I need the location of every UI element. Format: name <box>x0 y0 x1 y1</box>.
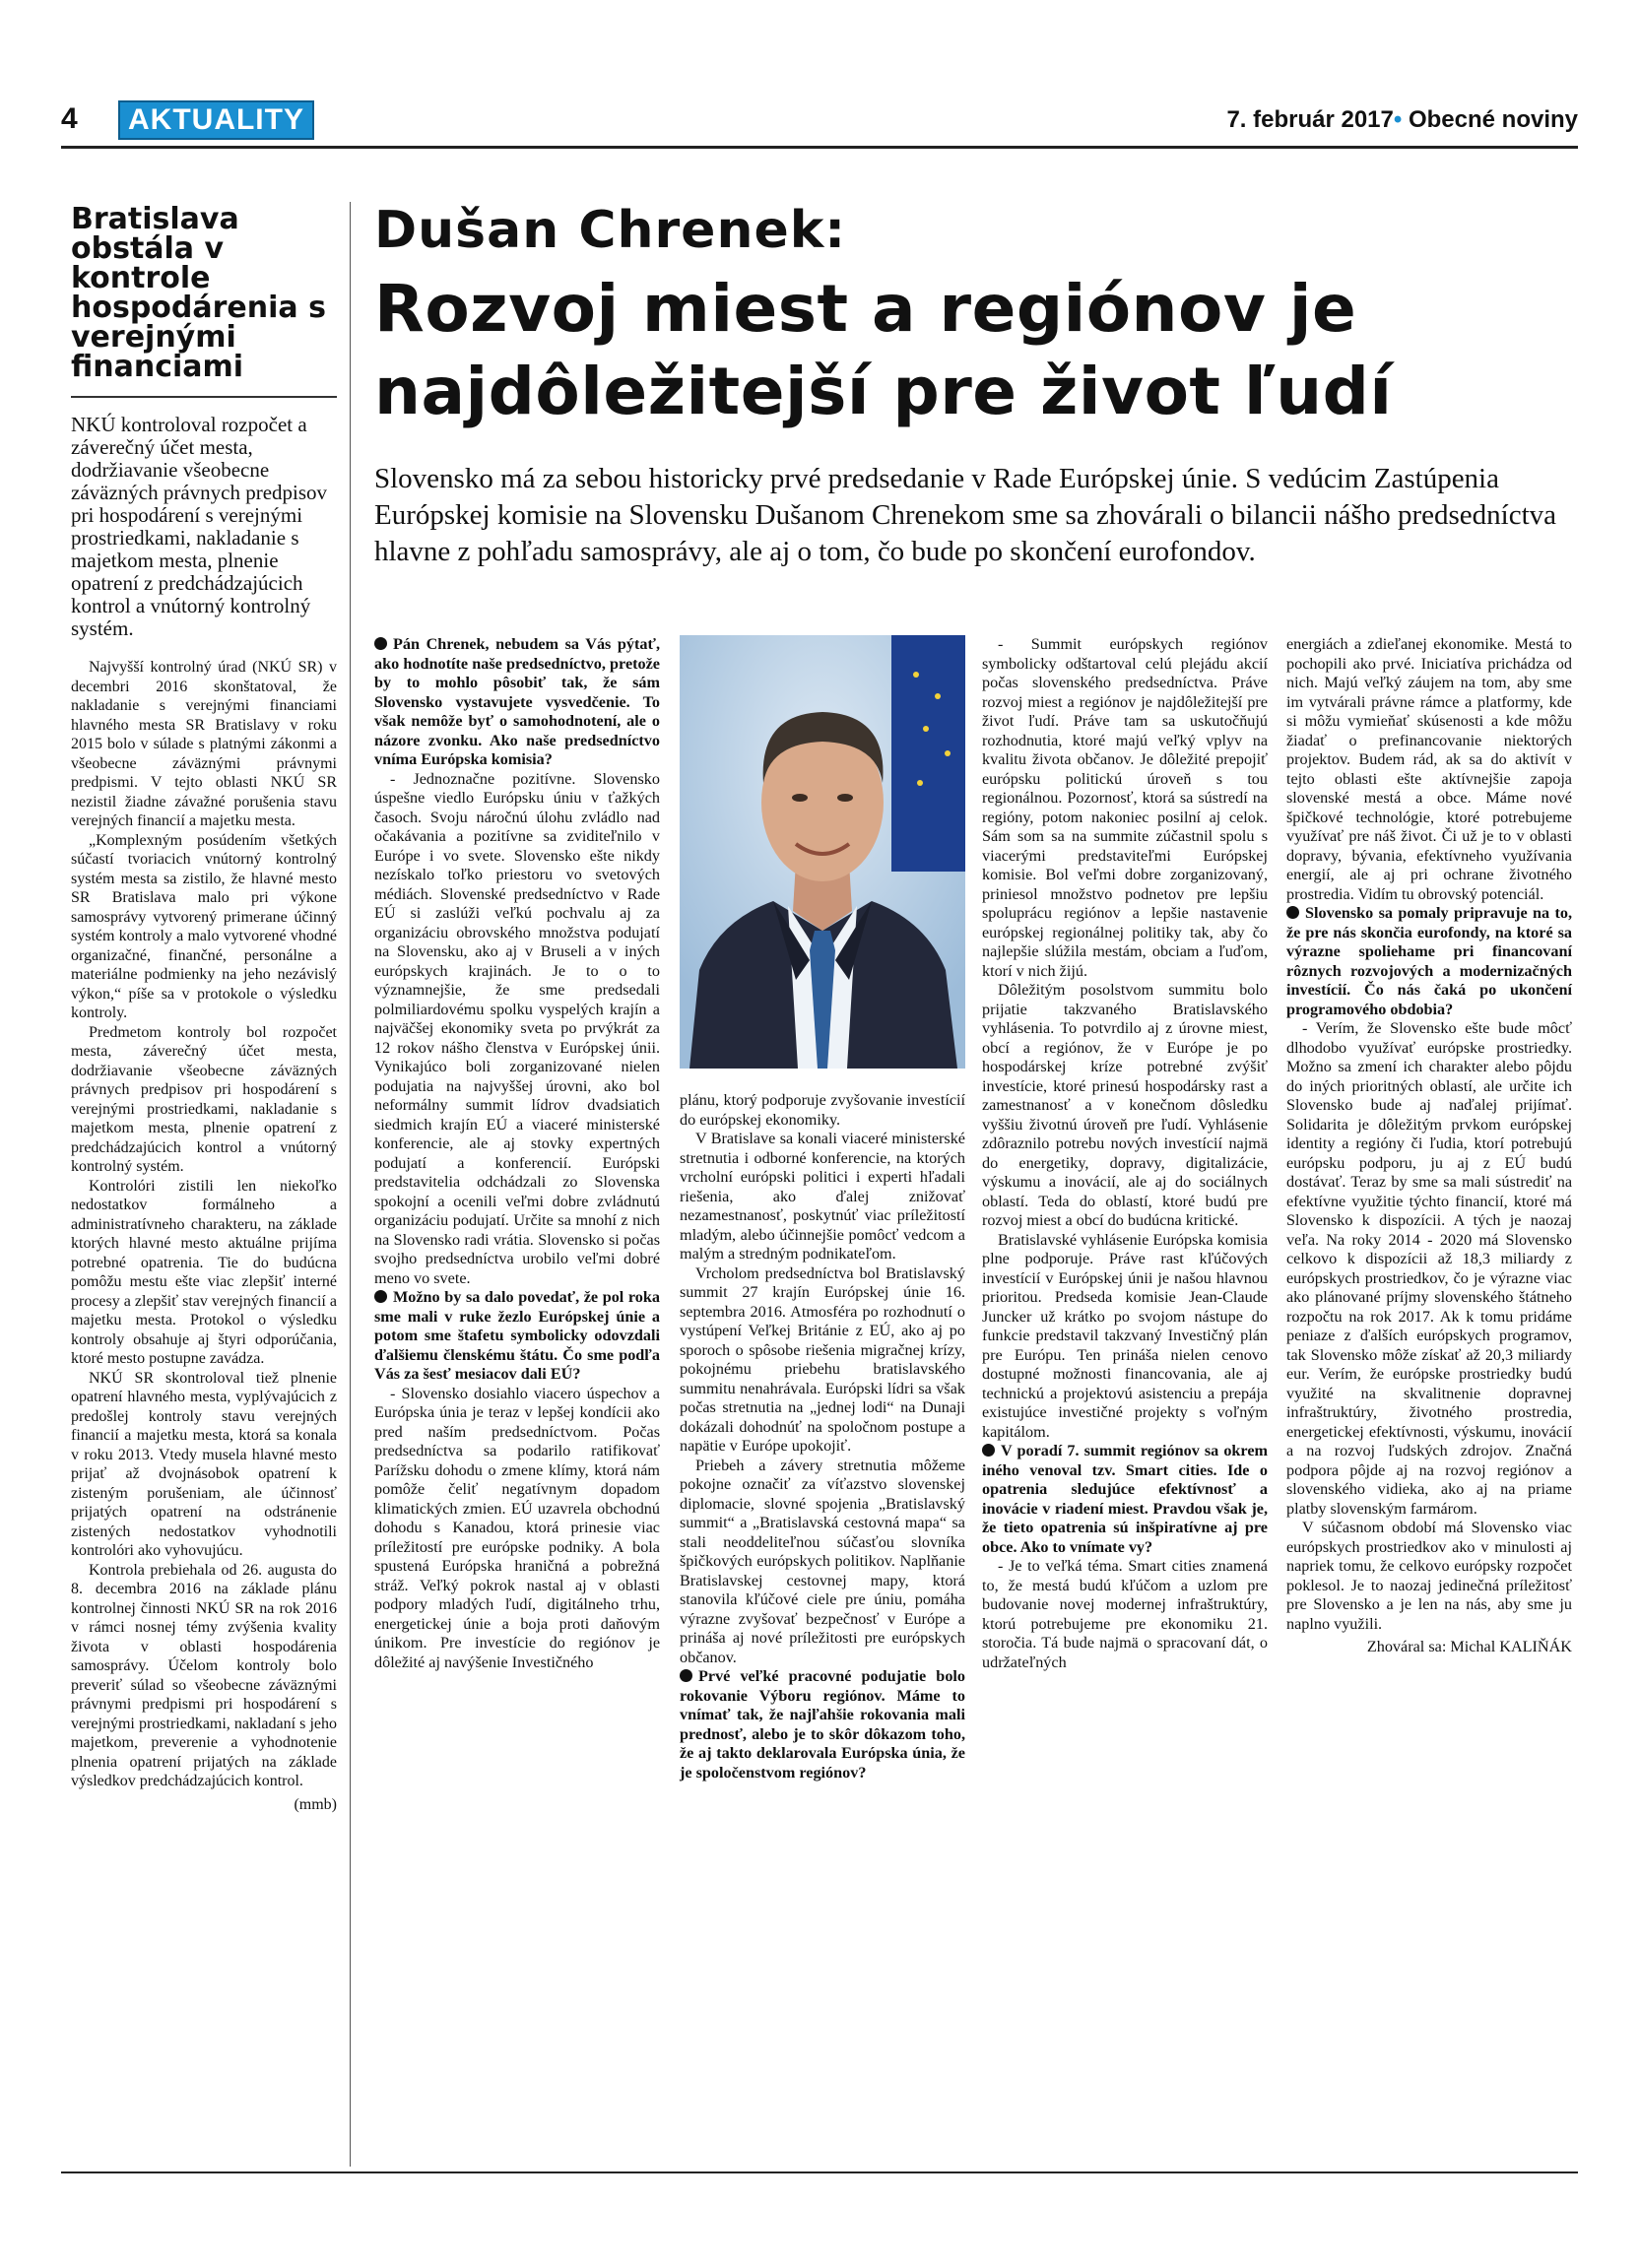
top-rule <box>61 146 1578 149</box>
sidebar-body <box>71 658 337 1814</box>
question <box>374 635 660 770</box>
separator-dot: • <box>1393 106 1409 133</box>
sidebar-title: Bratislava obstála v kontrole hospodárenia s verejnými financiami <box>71 202 326 384</box>
sidebar-lead: NKÚ kontroloval rozpočet a záverečný účet mesta, dodržiavanie všeobecne záväzných právnych predpisov pri hospodárení s verejnými prostriedkami, nakladanie s majetkom mesta, plnenie opatrení z predchádzajúcich kontrol a vnútorný kontrolný systém. <box>71 413 328 640</box>
masthead <box>61 97 1578 151</box>
paragraph: Priebeh a závery stretnutia môžeme pokojne označiť za víťazstvo slovenskej diplomacie, slovné spojenia „Bratislavský summit“ a „Bratislavská cestovná mapa“ sa stali neoddeliteľnou súčasťou slovníka špičkových európskych politikov. Naplňanie Bratislavskej cestovnej mapy, ktorá stanovila kľúčové ciele pre úniu, pomáha výrazne zvyšovať bezpečnosť v Európe a prináša aj nové príležitosti pre európskych občanov. <box>680 1456 965 1666</box>
sidebar-article <box>71 202 337 1814</box>
continued-paragraph: energiách a zdieľanej ekonomike. Mestá to pochopili ako prvé. Iniciatíva prichádza od nich. Majú veľký záujem na tom, aby sme im vytvárali právne rámce a platformy, kde si môžu vymieňať skúsenosti a kde môžu žiadať o prefinancovanie niektorých projektov. Budem rád, ak sa do aktivít v tejto oblasti ešte aktívnejšie zapoja slovenské mestá a obce. Máme nové špičkové technológie, ktoré potrebujeme využívať pre náš život. Či už je to v oblasti dopravy, bývania, efektívneho využívania energií, ale aj pri ochrane životného prostredia. Vidím tu obrovský potenciál. <box>1286 635 1572 903</box>
publication-name: Obecné noviny <box>1408 106 1578 133</box>
sidebar-paragraph: Kontrola prebiehala od 26. augusta do 8. decembra 2016 na základe plánu kontrolnej činnosti NKÚ SR na rok 2016 v rámci nosnej témy zvýšenia kvality života v oblasti hospodárenia samosprávy. Účelom kontroly bolo preveriť súlad so všeobecne záväznými právnymi predpismi pri hospodárení s verejnými prostriedkami, nakladaní s jeho majetkom, preverenie a vyhodnotenie plnenia opatrení prijatých na základe výsledkov predchádzajúcich kontrol. <box>71 1561 337 1789</box>
question-text: Slovensko sa pomaly pripravuje na to, že pre nás skončia eurofondy, na ktoré sa výrazne spoliehame pri financovaní rôznych rozvojových a modernizačných investícií. Čo nás čaká po ukončení programového obdobia? <box>1286 904 1572 1018</box>
article-intro: Slovensko má za sebou historicky prvé predsedanie v Rade Európskej únie. S vedúcim Zastúpenia Európskej komisie na Slovensku Dušanom Chrenekom sme sa zhovárali o bilancii nášho predsedníctva hlavne z pohľadu samosprávy, ale aj o tom, čo bude po skončení eurofondov. <box>374 463 1557 567</box>
headline-line: Rozvoj miest a regiónov je <box>374 271 1357 347</box>
question <box>982 1442 1268 1557</box>
sidebar-paragraph: „Komplexným posúdením všetkých súčastí tvoriacich vnútorný kontrolný systém mesta sa zistilo, že hlavné mesto SR Bratislava malo pri výkone samosprávy vytvorený primerane účinný systém kontroly a malo vytvorené vhodné organizačné, finančné, personálne a materiálne podmienky na jeho nezávislý výkon,“ píše sa v protokole o výsledku kontroly. <box>71 831 337 1021</box>
article-column-2 <box>680 1091 965 1782</box>
answer: - Verím, že Slovensko ešte bude môcť dlhodobo využívať európske prostriedky. Možno sa zmení ich charakter alebo pôjdu do iných prioritných oblastí, ale určite ich Slovensko bude aj naďalej prijímať. Solidarita je dôležitým prvkom európskej identity a regióny či ľudia, ktorí potrebujú európsku podporu, ju aj z EÚ budú dostávať. Teraz by sme sa mali sústrediť na efektívne využitie týchto financií, ktoré má Slovensko k dispozícii. A tých je naozaj veľa. Na roky 2014 - 2020 má Slovensko celkovo k dispozícii až 18,3 miliardy z európskych prostriedkov, čo je výrazne viac ako plánované príjmy slovenského štátneho rozpočtu na rok 2017. Ak k tomu pridáme peniaze z ďalších európskych programov, tak Slovensko môže získať až 20,3 miliardy eur. Verím, že európske prostriedky budú využité na skvalitnenie dopravnej infraštruktúry, životného prostredia, energetickej efektívnosti, výskumu, inovácií a na rozvoj ľudských zdrojov. Značná podpora pôjde aj na rozvoj regiónov a slovenského vidieka, ako aj na priame platby slovenským farmárom. <box>1286 1019 1572 1518</box>
bullet-icon <box>1286 906 1299 919</box>
article-column-1 <box>374 635 660 1672</box>
sidebar-paragraph: Kontrolóri zistili len niekoľko nedostatkov formálneho a administratívneho charakteru, na základe ktorých hlavné mesto aktuálne prijíma potrebné opatrenia. Tie do budúcna pomôžu mestu ešte viac zlepšiť interné procesy a zlepšiť stav verejných financií a majetku mesta. Protokol o výsledku kontroly obsahuje aj štyri odporúčania, ktoré mesto postupne zavádza. <box>71 1177 337 1367</box>
sidebar-paragraph: NKÚ SR skontroloval tiež plnenie opatrení hlavného mesta, vyplývajúcich z predošlej kontroly stavu verejných financií a majetku mesta, ktorá sa konala v roku 2013. Vtedy musela hlavné mesto prijať až dvojnásobok opatrení k zisteným porušeniam, ale účinnosť prijatých opatrení na odstránenie zistených nedostatkov vyhodnotili kontrolóri ako vyhovujúcu. <box>71 1369 337 1559</box>
sidebar-paragraph: Najvyšší kontrolný úrad (NKÚ SR) v decembri 2016 skonštatoval, že nakladanie s verejnými financiami hlavného mesta SR Bratislavy v roku 2015 bolo v súlade s platnými zákonmi a všeobecne záväznými právnymi predpismi. V tejto oblasti NKÚ SR nezistil žiadne závažné porušenia stavu verejných financií a majetku mesta. <box>71 659 337 829</box>
question <box>1286 904 1572 1019</box>
continued-paragraph: plánu, ktorý podporuje zvyšovanie investícií do európskej ekonomiky. <box>680 1091 965 1129</box>
answer: - Summit európskych regiónov symbolicky odštartoval celú plejádu akcií počas slovenského predsedníctva. Práve rozvoj miest a regiónov je najdôležitejší pre život ľudí. Práve tam sa uskutočňujú rozhodnutia, ktoré majú veľký vplyv na kvalitu života občanov. Je dôležité prepojiť európsku politickú úroveň s tou regionálnou. Pozornosť, ktorá sa sústredí na regióny, potom nakoniec posilní aj celok. Sám som sa na summite zúčastnil spolu s viacerými predstaviteľmi Európskej komisie. Bol veľmi dobre zorganizovaný, priniesol množstvo podnetov pre lepšiu spoluprácu regiónov a lepšie nastavenie európskej regionálnej politiky tak, aby čo najlepšie slúžila mestám, obciam a ľuďom, ktorí v nich žijú. <box>982 635 1268 980</box>
paragraph: Bratislavské vyhlásenie Európska komisia plne podporuje. Práve rast kľúčových investícií v Európskej únii je našou hlavnou prioritou. Predseda komisie Jean-Claude Juncker už krátko po svojom nástupe do funkcie predstavil takzvaný Investičný plán pre Európu. Ten prináša nielen cenovo dostupné možnosti financovania, ale aj technickú a projektovú asistenciu a prepája existujúce investičné projekty s voľným kapitálom. <box>982 1230 1268 1441</box>
article-signature: Zhováral sa: Michal KALIŇÁK <box>1366 1638 1572 1655</box>
paragraph: Vrcholom predsedníctva bol Bratislavský summit 27 krajín Európskej únie 16. septembra 2016. Atmosféra po rozhodnutí o vystúpení Veľkej Británie z EÚ, ako aj po sporoch o spôsobe riešenia migračnej krízy, pokojnému priebehu bratislavského summitu nenahrávala. Európski lídri sa však počas stretnutia na „jednej lodi“ na Dunaji dokázali dohodnúť na spoločnom postupe a napätie v Európe upokojiť. <box>680 1264 965 1455</box>
headline-line: najdôležitejší pre život ľudí <box>374 354 1393 429</box>
paragraph: V Bratislave sa konali viaceré ministerské stretnutia i odborné konferencie, na ktorých vrcholní európski politici i experti hľadali riešenia, ako ďalej znižovať nezamestnanosť, poskytnúť viac príležitostí mladým, alebo účinnejšie pomôcť vedcom a malým a stredným podnikateľom. <box>680 1130 965 1263</box>
eu-flag <box>891 635 965 872</box>
issue-date: 7. február 2017 <box>1226 106 1394 133</box>
sidebar-divider <box>350 202 351 2167</box>
question-text: Možno by sa dalo povedať, že pol roka sme mali v ruke žezlo Európskej únie a potom sme štafetu symbolicky odovzdali ďalšiemu členskému štátu. Čo sme podľa Vás za šesť mesiacov dali EÚ? <box>374 1288 660 1383</box>
question-text: Pán Chrenek, nebudem sa Vás pýtať, ako hodnotíte naše predsedníctvo, pretože by to mohlo pôsobiť tak, že sám Slovensko vystavujete vysvedčenie. To však nemôže byť o samohodnotení, ale o názore zvonku. Ako naše predsedníctvo vníma Európska komisia? <box>374 635 660 768</box>
sidebar-paragraph: Predmetom kontroly bol rozpočet mesta, záverečný účet mesta, dodržiavanie všeobecne záväzných právnych predpisov pri hospodárení s verejnými prostriedkami, nakladanie s majetkom mesta, plnenie opatrení z predchádzajúcich kontrol a vnútorný kontrolný systém. <box>71 1023 337 1175</box>
portrait-photo <box>680 635 965 1069</box>
bullet-icon <box>374 1290 387 1303</box>
question-text: V poradí 7. summit regiónov sa okrem iného venoval tzv. Smart cities. Ide o opatrenia sledujúce efektívnosť a inovácie v riadení miest. Pravdou však je, že tieto opatrenia sú inšpiratívne aj pre obce. Ako to vnímate vy? <box>982 1442 1268 1556</box>
sidebar-title-rule <box>71 396 337 398</box>
bottom-rule <box>61 2171 1578 2173</box>
dateline <box>1226 106 1578 134</box>
answer: - Jednoznačne pozitívne. Slovensko úspešne viedlo Európsku úniu v ťažkých časoch. Svoju náročnú úlohu zvládlo nad očakávania a pozitívne sa zviditeľnilo v Európe i vo svete. Slovensko ešte nikdy nezískalo toľko priestoru vo svetových médiách. Slovenské predsedníctvo v Rade EÚ si zaslúži veľkú pochvalu aj za organizáciu obrovského množstva podujatí na Slovensku, ako aj v Bruseli a v iných európskych krajinách. Je to o to významnejšie, že sme predsedali polmiliardovému spolku vyspelých krajín a najväčšej ekonomiky sveta po prvýkrát za 12 rokov nášho členstva v Európskej únii. Vynikajúco boli zorganizované nielen podujatia na najvyššej úrovni, ako bol neformálny summit lídrov dvadsiatich siedmich krajín EÚ a viaceré ministerské konferencie, ale aj stovky expertných podujatí a konferencií. Európski predstavitelia odchádzali zo Slovenska spokojní a ocenili veľmi dobre zvládnutú organizáciu podujatí. Určite sa mnohí z nich na Slovensko radi vrátia. Slovensko si počas svojho predsedníctva urobilo veľmi dobré meno vo svete. <box>374 769 660 1287</box>
section-label: AKTUALITY <box>118 100 314 140</box>
answer: - Je to veľká téma. Smart cities znamená to, že mestá budú kľúčom a uzlom pre budovanie novej modernej infraštruktúry, ktorú potrebujeme pre ekonomiku 21. storočia. Tá bude najmä o spracovaní dát, o udržateľných <box>982 1557 1268 1671</box>
article-column-4 <box>1286 635 1572 1657</box>
question <box>374 1288 660 1385</box>
sidebar-signature: (mmb) <box>294 1795 337 1813</box>
portrait-illustration <box>680 635 965 1069</box>
bullet-icon <box>982 1444 995 1457</box>
question-text: Prvé veľké pracovné podujatie bolo rokovanie Výboru regiónov. Máme to vnímať tak, že najľahšie rokovania mali prednosť, alebo je to skôr dôkazom toho, že aj takto deklarovala Európska únia, že je spoločenstvom regiónov? <box>680 1667 965 1782</box>
paragraph: V súčasnom období má Slovensko viac európskych prostriedkov ako v minulosti aj napriek tomu, že celkovo európsky rozpočet poklesol. Je to naozaj jedinečná príležitosť pre Slovensko a je len na nás, aby sme ju naplno využili. <box>1286 1519 1572 1633</box>
answer: - Slovensko dosiahlo viacero úspechov a Európska únia je teraz v lepšej kondícii ako pred naším predsedníctvom. Počas predsedníctva sa podarilo ratifikovať Parížsku dohodu o zmene klímy, ktorá nám pomôže čeliť negatívnym dopadom klimatických zmien. EÚ uzavrela obchodnú dohodu s Kanadou, ktorá prinesie viac príležitostí pre európske podniky. A bola spustená Európska hraničná a pobrežná stráž. Veľký pokrok nastal aj v oblasti podpory mladých ľudí, digitálneho trhu, energetickej únie a boja proti daňovým únikom. Pre investície do regiónov je dôležité aj navýšenie Investičného <box>374 1384 660 1671</box>
page-number: 4 <box>61 102 78 135</box>
bullet-icon <box>374 637 387 650</box>
article-headline <box>374 268 1576 433</box>
paragraph: Dôležitým posolstvom summitu bolo prijatie takzvaného Bratislavského vyhlásenia. To potvrdilo aj z úrovne miest, obcí a regiónov, že v Európe je po hospodárskej kríze potrebné zvýšiť investície, ktoré prinesú hospodársky rast a zamestnanosť a v konečnom dôsledku vyššiu životnú úroveň pre ľudí. Vyhlásenie zdôraznilo potrebu nových investícií najmä do energetiky, dopravy, digitalizácie, výskumu a inovácií, ale aj do sociálnych oblastí. Teda do oblastí, ktoré budú pre rozvoj miest a obcí do budúcna kritické. <box>982 981 1268 1229</box>
article-column-3 <box>982 635 1268 1672</box>
article-kicker: Dušan Chrenek: <box>374 201 847 260</box>
question <box>680 1667 965 1782</box>
bullet-icon <box>680 1669 692 1682</box>
